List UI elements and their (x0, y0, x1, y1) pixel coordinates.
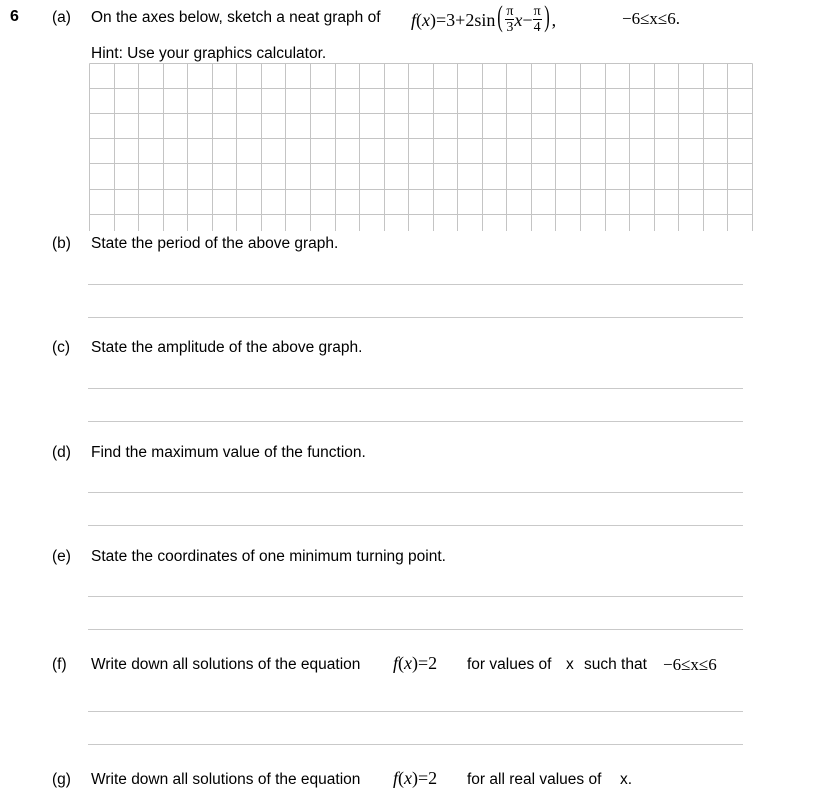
answer-line-e1[interactable] (88, 596, 743, 597)
hint-text: Hint: Use your graphics calculator. (91, 45, 327, 62)
fraction-pi-over-4: $\frac{\pi}{4}$ (533, 3, 541, 35)
part-g-text-after: for all real values of (467, 771, 602, 788)
part-a-text: On the axes below, sketch a neat graph of (91, 9, 381, 26)
part-d-label: (d) (52, 444, 71, 461)
right-bracket: ) (543, 0, 550, 33)
fraction-pi-over-3: $\frac{\pi}{3}$ (506, 3, 514, 35)
left-bracket: ( (497, 0, 504, 33)
part-a-domain: −6≤x≤6. (622, 9, 680, 28)
part-g-var-end: x. (620, 771, 633, 788)
part-e-label: (e) (52, 548, 71, 565)
part-a-equation: f ( x ) =3+2sin ( $\frac{\pi}{3}$ x − $\frac{\pi}{4}$ ) , (411, 0, 557, 35)
part-f-text-after: such that (584, 656, 647, 673)
part-a-label: (a) (52, 9, 71, 26)
answer-line-f2[interactable] (88, 744, 743, 745)
part-g-equation: f(x)=2 (393, 768, 438, 788)
part-f-text-mid: for values of (467, 656, 552, 673)
part-f-var: x (566, 656, 574, 673)
answer-line-d1[interactable] (88, 492, 743, 493)
part-f-text-before: Write down all solutions of the equation (91, 656, 361, 673)
graph-grid[interactable] (89, 63, 755, 233)
part-g-label: (g) (52, 771, 71, 788)
part-b-label: (b) (52, 235, 71, 252)
part-d-text: Find the maximum value of the function. (91, 444, 366, 461)
answer-line-b2[interactable] (88, 317, 743, 318)
part-f-domain: −6≤x≤6 (663, 655, 717, 674)
answer-line-c2[interactable] (88, 421, 743, 422)
part-c-label: (c) (52, 339, 71, 356)
part-f-label: (f) (52, 656, 67, 673)
answer-line-b1[interactable] (88, 284, 743, 285)
question-number: 6 (10, 8, 19, 25)
answer-line-e2[interactable] (88, 629, 743, 630)
part-c-text: State the amplitude of the above graph. (91, 339, 363, 356)
answer-line-f1[interactable] (88, 711, 743, 712)
part-f-equation: f(x)=2 (393, 653, 438, 673)
part-e-text: State the coordinates of one minimum turning point. (91, 548, 446, 565)
answer-line-d2[interactable] (88, 525, 743, 526)
answer-line-c1[interactable] (88, 388, 743, 389)
part-g-text-before: Write down all solutions of the equation (91, 771, 361, 788)
part-b-text: State the period of the above graph. (91, 235, 339, 252)
